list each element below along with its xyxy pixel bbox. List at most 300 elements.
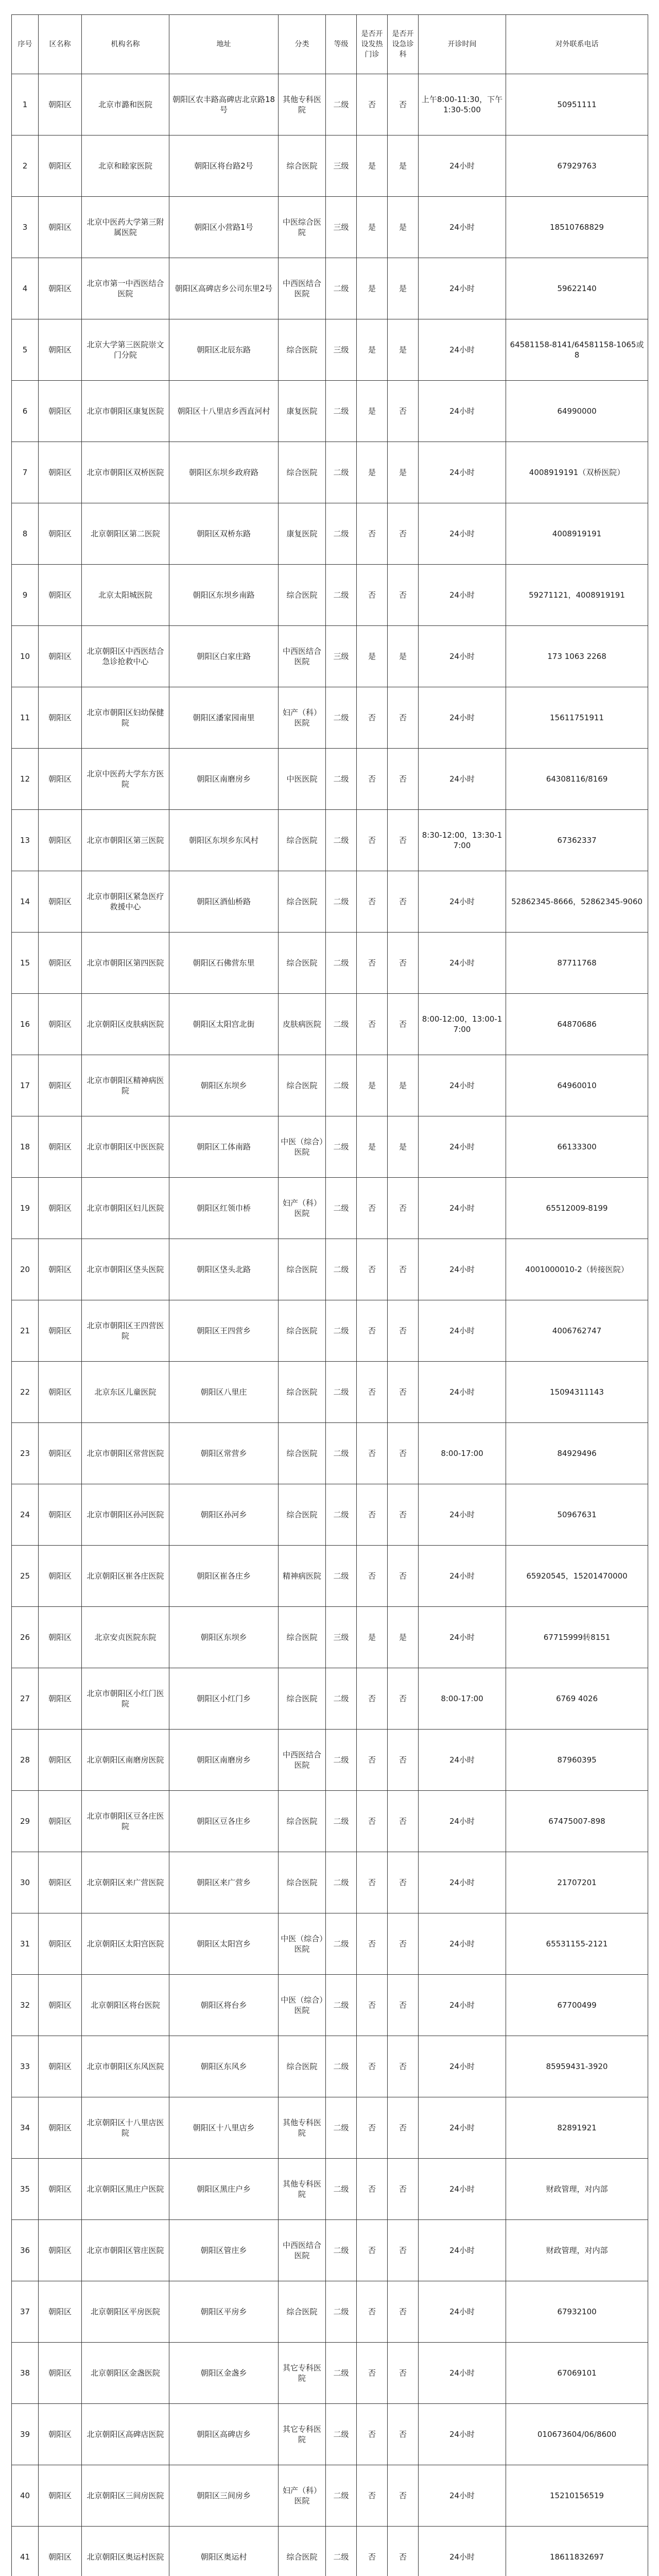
cell-address: 朝阳区崔各庄乡 xyxy=(169,1546,279,1607)
table-row xyxy=(12,1730,648,1791)
cell-category: 中医（综合）医院 xyxy=(279,1116,326,1178)
cell-level: 二级 xyxy=(326,1484,357,1546)
cell-level: 二级 xyxy=(326,2404,357,2465)
cell-fever-clinic: 是 xyxy=(357,1055,388,1116)
cell-fever-clinic: 否 xyxy=(357,994,388,1055)
cell-level: 二级 xyxy=(326,1975,357,2036)
cell-index: 22 xyxy=(12,1362,39,1423)
table-row xyxy=(12,687,648,749)
cell-emergency: 是 xyxy=(388,135,419,197)
cell-fever-clinic: 否 xyxy=(357,1300,388,1362)
cell-hours: 24小时 xyxy=(419,135,506,197)
cell-hours: 上午8:00-11:30，下午1:30-5:00 xyxy=(419,74,506,135)
cell-category: 精神病医院 xyxy=(279,1546,326,1607)
cell-institution: 北京朝阳区十八里店医院 xyxy=(82,2097,169,2159)
cell-address: 朝阳区将台乡 xyxy=(169,1975,279,2036)
cell-category: 其他专科医院 xyxy=(279,2159,326,2220)
cell-hours: 24小时 xyxy=(419,565,506,626)
cell-category: 综合医院 xyxy=(279,1484,326,1546)
header-category: 分类 xyxy=(279,15,326,74)
cell-district: 朝阳区 xyxy=(39,749,82,810)
cell-category: 康复医院 xyxy=(279,503,326,565)
cell-district: 朝阳区 xyxy=(39,2527,82,2576)
cell-phone: 66133300 xyxy=(506,1116,648,1178)
cell-district: 朝阳区 xyxy=(39,1484,82,1546)
cell-index: 5 xyxy=(12,319,39,381)
cell-fever-clinic: 否 xyxy=(357,871,388,933)
cell-institution: 北京市朝阳区妇儿医院 xyxy=(82,1178,169,1239)
cell-institution: 北京中医药大学第三附属医院 xyxy=(82,197,169,258)
cell-phone: 64870686 xyxy=(506,994,648,1055)
cell-emergency: 否 xyxy=(388,749,419,810)
cell-fever-clinic: 否 xyxy=(357,565,388,626)
cell-district: 朝阳区 xyxy=(39,994,82,1055)
cell-category: 中医医院 xyxy=(279,749,326,810)
cell-fever-clinic: 否 xyxy=(357,1178,388,1239)
table-row xyxy=(12,74,648,135)
cell-hours: 24小时 xyxy=(419,1116,506,1178)
cell-hours: 24小时 xyxy=(419,687,506,749)
cell-district: 朝阳区 xyxy=(39,2159,82,2220)
cell-address: 朝阳区东坝乡 xyxy=(169,1607,279,1668)
cell-hours: 24小时 xyxy=(419,2527,506,2576)
cell-institution: 北京朝阳区来广营医院 xyxy=(82,1852,169,1913)
cell-index: 20 xyxy=(12,1239,39,1300)
cell-phone: 6769 4026 xyxy=(506,1668,648,1730)
cell-hours: 24小时 xyxy=(419,381,506,442)
cell-hours: 24小时 xyxy=(419,2281,506,2343)
cell-level: 二级 xyxy=(326,1055,357,1116)
table-row xyxy=(12,994,648,1055)
cell-district: 朝阳区 xyxy=(39,1730,82,1791)
cell-index: 24 xyxy=(12,1484,39,1546)
cell-hours: 24小时 xyxy=(419,1239,506,1300)
cell-level: 二级 xyxy=(326,1791,357,1852)
cell-category: 综合医院 xyxy=(279,2281,326,2343)
hospital-table xyxy=(11,14,648,2576)
table-row xyxy=(12,1178,648,1239)
cell-institution: 北京市朝阳区小红门医院 xyxy=(82,1668,169,1730)
cell-address: 朝阳区农丰路高碑店北京路18号 xyxy=(169,74,279,135)
cell-emergency: 否 xyxy=(388,2404,419,2465)
cell-institution: 北京东区儿童医院 xyxy=(82,1362,169,1423)
header-address: 地址 xyxy=(169,15,279,74)
cell-index: 14 xyxy=(12,871,39,933)
cell-emergency: 否 xyxy=(388,1852,419,1913)
cell-index: 6 xyxy=(12,381,39,442)
cell-emergency: 否 xyxy=(388,1484,419,1546)
cell-address: 朝阳区东坝乡东风村 xyxy=(169,810,279,871)
cell-level: 二级 xyxy=(326,933,357,994)
cell-address: 朝阳区小红门乡 xyxy=(169,1668,279,1730)
table-row xyxy=(12,1852,648,1913)
cell-institution: 北京朝阳区黑庄户医院 xyxy=(82,2159,169,2220)
cell-fever-clinic: 否 xyxy=(357,1975,388,2036)
cell-phone: 50951111 xyxy=(506,74,648,135)
cell-address: 朝阳区东坝乡政府路 xyxy=(169,442,279,503)
cell-category: 综合医院 xyxy=(279,810,326,871)
cell-phone: 64990000 xyxy=(506,381,648,442)
cell-fever-clinic: 是 xyxy=(357,319,388,381)
cell-address: 朝阳区酒仙桥路 xyxy=(169,871,279,933)
cell-category: 中医综合医院 xyxy=(279,197,326,258)
cell-fever-clinic: 是 xyxy=(357,381,388,442)
cell-district: 朝阳区 xyxy=(39,2281,82,2343)
cell-district: 朝阳区 xyxy=(39,74,82,135)
cell-district: 朝阳区 xyxy=(39,1362,82,1423)
cell-category: 综合医院 xyxy=(279,1239,326,1300)
cell-index: 31 xyxy=(12,1913,39,1975)
cell-hours: 8:00-12:00，13:00-17:00 xyxy=(419,994,506,1055)
cell-index: 8 xyxy=(12,503,39,565)
cell-institution: 北京朝阳区三间房医院 xyxy=(82,2465,169,2527)
table-row xyxy=(12,1116,648,1178)
cell-district: 朝阳区 xyxy=(39,258,82,319)
cell-phone: 67069101 xyxy=(506,2343,648,2404)
cell-category: 综合医院 xyxy=(279,933,326,994)
cell-emergency: 否 xyxy=(388,2465,419,2527)
cell-index: 21 xyxy=(12,1300,39,1362)
table-row xyxy=(12,503,648,565)
cell-address: 朝阳区双桥东路 xyxy=(169,503,279,565)
cell-index: 30 xyxy=(12,1852,39,1913)
cell-hours: 24小时 xyxy=(419,2343,506,2404)
cell-district: 朝阳区 xyxy=(39,1116,82,1178)
cell-phone: 84929496 xyxy=(506,1423,648,1484)
cell-phone: 65531155-2121 xyxy=(506,1913,648,1975)
cell-index: 37 xyxy=(12,2281,39,2343)
cell-hours: 24小时 xyxy=(419,1362,506,1423)
cell-emergency: 否 xyxy=(388,381,419,442)
cell-institution: 北京市朝阳区精神病医院 xyxy=(82,1055,169,1116)
cell-phone: 87960395 xyxy=(506,1730,648,1791)
cell-district: 朝阳区 xyxy=(39,1852,82,1913)
cell-category: 其它专科医院 xyxy=(279,2404,326,2465)
cell-fever-clinic: 否 xyxy=(357,2465,388,2527)
cell-fever-clinic: 否 xyxy=(357,2281,388,2343)
cell-emergency: 否 xyxy=(388,1239,419,1300)
table-row xyxy=(12,1668,648,1730)
cell-level: 二级 xyxy=(326,2465,357,2527)
cell-fever-clinic: 否 xyxy=(357,2220,388,2281)
cell-phone: 64308116/8169 xyxy=(506,749,648,810)
cell-institution: 北京朝阳区第二医院 xyxy=(82,503,169,565)
cell-phone: 财政管理，对内部 xyxy=(506,2220,648,2281)
cell-fever-clinic: 否 xyxy=(357,74,388,135)
cell-institution: 北京市朝阳区东风医院 xyxy=(82,2036,169,2097)
cell-hours: 24小时 xyxy=(419,933,506,994)
cell-index: 39 xyxy=(12,2404,39,2465)
cell-category: 其他专科医院 xyxy=(279,2097,326,2159)
cell-phone: 4008919191（双桥医院） xyxy=(506,442,648,503)
cell-fever-clinic: 否 xyxy=(357,1423,388,1484)
cell-district: 朝阳区 xyxy=(39,810,82,871)
cell-index: 38 xyxy=(12,2343,39,2404)
table-row xyxy=(12,1546,648,1607)
cell-fever-clinic: 是 xyxy=(357,258,388,319)
cell-address: 朝阳区石佛营东里 xyxy=(169,933,279,994)
cell-phone: 4008919191 xyxy=(506,503,648,565)
cell-category: 综合医院 xyxy=(279,1362,326,1423)
cell-index: 36 xyxy=(12,2220,39,2281)
cell-address: 朝阳区十八里店乡西直河村 xyxy=(169,381,279,442)
cell-phone: 65920545，15201470000 xyxy=(506,1546,648,1607)
cell-address: 朝阳区东坝乡 xyxy=(169,1055,279,1116)
cell-emergency: 否 xyxy=(388,687,419,749)
cell-level: 二级 xyxy=(326,565,357,626)
cell-district: 朝阳区 xyxy=(39,1975,82,2036)
table-row xyxy=(12,319,648,381)
header-district: 区名称 xyxy=(39,15,82,74)
cell-address: 朝阳区管庄乡 xyxy=(169,2220,279,2281)
cell-phone: 21707201 xyxy=(506,1852,648,1913)
cell-hours: 24小时 xyxy=(419,197,506,258)
cell-hours: 24小时 xyxy=(419,2220,506,2281)
cell-address: 朝阳区高碑店乡公司东里2号 xyxy=(169,258,279,319)
cell-index: 32 xyxy=(12,1975,39,2036)
cell-index: 12 xyxy=(12,749,39,810)
cell-district: 朝阳区 xyxy=(39,2404,82,2465)
cell-district: 朝阳区 xyxy=(39,1055,82,1116)
cell-institution: 北京朝阳区太阳宫医院 xyxy=(82,1913,169,1975)
header-fever-clinic: 是否开设发热门诊 xyxy=(357,15,388,74)
cell-hours: 24小时 xyxy=(419,2097,506,2159)
cell-category: 妇产（科）医院 xyxy=(279,2465,326,2527)
cell-emergency: 是 xyxy=(388,197,419,258)
cell-index: 40 xyxy=(12,2465,39,2527)
cell-emergency: 否 xyxy=(388,1362,419,1423)
cell-emergency: 是 xyxy=(388,1607,419,1668)
cell-address: 朝阳区工体南路 xyxy=(169,1116,279,1178)
cell-category: 其它专科医院 xyxy=(279,2343,326,2404)
cell-fever-clinic: 否 xyxy=(357,2404,388,2465)
cell-address: 朝阳区十八里店乡 xyxy=(169,2097,279,2159)
cell-institution: 北京朝阳区平房医院 xyxy=(82,2281,169,2343)
cell-fever-clinic: 否 xyxy=(357,1668,388,1730)
cell-institution: 北京市朝阳区管庄医院 xyxy=(82,2220,169,2281)
cell-fever-clinic: 是 xyxy=(357,442,388,503)
cell-category: 中医（综合）医院 xyxy=(279,1975,326,2036)
cell-category: 综合医院 xyxy=(279,319,326,381)
cell-phone: 52862345-8666，52862345-9060 xyxy=(506,871,648,933)
cell-fever-clinic: 否 xyxy=(357,1791,388,1852)
cell-institution: 北京朝阳区将台医院 xyxy=(82,1975,169,2036)
table-row xyxy=(12,381,648,442)
cell-phone: 4001000010-2（转接医院） xyxy=(506,1239,648,1300)
table-row xyxy=(12,1913,648,1975)
cell-address: 朝阳区南磨房乡 xyxy=(169,749,279,810)
cell-emergency: 否 xyxy=(388,503,419,565)
cell-level: 二级 xyxy=(326,994,357,1055)
cell-emergency: 否 xyxy=(388,2036,419,2097)
cell-address: 朝阳区白家庄路 xyxy=(169,626,279,687)
cell-emergency: 否 xyxy=(388,2220,419,2281)
cell-fever-clinic: 否 xyxy=(357,687,388,749)
cell-phone: 82891921 xyxy=(506,2097,648,2159)
cell-address: 朝阳区太阳宫北街 xyxy=(169,994,279,1055)
cell-hours: 24小时 xyxy=(419,626,506,687)
cell-fever-clinic: 否 xyxy=(357,810,388,871)
cell-fever-clinic: 否 xyxy=(357,933,388,994)
header-phone: 对外联系电话 xyxy=(506,15,648,74)
cell-index: 3 xyxy=(12,197,39,258)
cell-hours: 24小时 xyxy=(419,749,506,810)
cell-level: 二级 xyxy=(326,503,357,565)
table-row xyxy=(12,1055,648,1116)
cell-level: 二级 xyxy=(326,1546,357,1607)
cell-institution: 北京朝阳区奥运村医院 xyxy=(82,2527,169,2576)
cell-phone: 87711768 xyxy=(506,933,648,994)
cell-phone: 59622140 xyxy=(506,258,648,319)
table-row xyxy=(12,1791,648,1852)
cell-hours: 24小时 xyxy=(419,1975,506,2036)
cell-level: 二级 xyxy=(326,2097,357,2159)
cell-institution: 北京市朝阳区中医医院 xyxy=(82,1116,169,1178)
cell-district: 朝阳区 xyxy=(39,442,82,503)
table-row xyxy=(12,749,648,810)
cell-district: 朝阳区 xyxy=(39,1913,82,1975)
cell-district: 朝阳区 xyxy=(39,2097,82,2159)
cell-emergency: 是 xyxy=(388,258,419,319)
cell-hours: 24小时 xyxy=(419,319,506,381)
cell-district: 朝阳区 xyxy=(39,2465,82,2527)
cell-index: 18 xyxy=(12,1116,39,1178)
cell-fever-clinic: 否 xyxy=(357,1362,388,1423)
cell-address: 朝阳区孙河乡 xyxy=(169,1484,279,1546)
cell-fever-clinic: 否 xyxy=(357,1852,388,1913)
cell-emergency: 否 xyxy=(388,871,419,933)
cell-hours: 8:00-17:00 xyxy=(419,1423,506,1484)
cell-index: 11 xyxy=(12,687,39,749)
cell-level: 二级 xyxy=(326,687,357,749)
cell-phone: 010673604/06/8600 xyxy=(506,2404,648,2465)
cell-phone: 65512009-8199 xyxy=(506,1178,648,1239)
cell-district: 朝阳区 xyxy=(39,2036,82,2097)
cell-fever-clinic: 否 xyxy=(357,503,388,565)
cell-index: 1 xyxy=(12,74,39,135)
cell-institution: 北京大学第三医院崇文门分院 xyxy=(82,319,169,381)
cell-institution: 北京市朝阳区豆各庄医院 xyxy=(82,1791,169,1852)
cell-emergency: 否 xyxy=(388,2097,419,2159)
cell-district: 朝阳区 xyxy=(39,503,82,565)
cell-hours: 24小时 xyxy=(419,2036,506,2097)
cell-district: 朝阳区 xyxy=(39,1668,82,1730)
cell-fever-clinic: 是 xyxy=(357,1116,388,1178)
cell-level: 二级 xyxy=(326,2343,357,2404)
cell-hours: 24小时 xyxy=(419,2159,506,2220)
cell-district: 朝阳区 xyxy=(39,1178,82,1239)
cell-emergency: 否 xyxy=(388,1423,419,1484)
cell-hours: 24小时 xyxy=(419,258,506,319)
cell-institution: 北京朝阳区高碑店医院 xyxy=(82,2404,169,2465)
cell-index: 2 xyxy=(12,135,39,197)
cell-level: 二级 xyxy=(326,1730,357,1791)
cell-fever-clinic: 否 xyxy=(357,2343,388,2404)
cell-phone: 85959431-3920 xyxy=(506,2036,648,2097)
cell-institution: 北京市第一中西医结合医院 xyxy=(82,258,169,319)
cell-index: 35 xyxy=(12,2159,39,2220)
cell-level: 二级 xyxy=(326,749,357,810)
cell-emergency: 否 xyxy=(388,2527,419,2576)
cell-institution: 北京中医药大学东方医院 xyxy=(82,749,169,810)
cell-institution: 北京朝阳区中西医结合急诊抢救中心 xyxy=(82,626,169,687)
table-row xyxy=(12,810,648,871)
cell-index: 25 xyxy=(12,1546,39,1607)
cell-emergency: 否 xyxy=(388,1975,419,2036)
cell-institution: 北京市朝阳区妇幼保健院 xyxy=(82,687,169,749)
cell-fever-clinic: 否 xyxy=(357,1239,388,1300)
cell-index: 33 xyxy=(12,2036,39,2097)
cell-level: 三级 xyxy=(326,626,357,687)
cell-fever-clinic: 否 xyxy=(357,2097,388,2159)
cell-category: 中医（综合）医院 xyxy=(279,1913,326,1975)
cell-address: 朝阳区红领巾桥 xyxy=(169,1178,279,1239)
cell-hours: 24小时 xyxy=(419,1913,506,1975)
table-row xyxy=(12,2527,648,2576)
table-row xyxy=(12,197,648,258)
cell-phone: 67362337 xyxy=(506,810,648,871)
cell-index: 16 xyxy=(12,994,39,1055)
cell-address: 朝阳区南磨房乡 xyxy=(169,1730,279,1791)
cell-address: 朝阳区平房乡 xyxy=(169,2281,279,2343)
cell-hours: 24小时 xyxy=(419,1852,506,1913)
cell-institution: 北京市潞和医院 xyxy=(82,74,169,135)
cell-phone: 15094311143 xyxy=(506,1362,648,1423)
table-row xyxy=(12,1484,648,1546)
cell-hours: 24小时 xyxy=(419,1607,506,1668)
cell-category: 综合医院 xyxy=(279,1607,326,1668)
cell-level: 二级 xyxy=(326,381,357,442)
cell-level: 三级 xyxy=(326,197,357,258)
cell-district: 朝阳区 xyxy=(39,2343,82,2404)
cell-phone: 15210156519 xyxy=(506,2465,648,2527)
cell-institution: 北京市朝阳区第三医院 xyxy=(82,810,169,871)
cell-level: 二级 xyxy=(326,1852,357,1913)
cell-address: 朝阳区豆各庄乡 xyxy=(169,1791,279,1852)
cell-emergency: 否 xyxy=(388,810,419,871)
table-row xyxy=(12,1239,648,1300)
cell-address: 朝阳区将台路2号 xyxy=(169,135,279,197)
cell-phone: 67932100 xyxy=(506,2281,648,2343)
cell-emergency: 否 xyxy=(388,2159,419,2220)
cell-level: 二级 xyxy=(326,2036,357,2097)
cell-hours: 24小时 xyxy=(419,442,506,503)
cell-category: 综合医院 xyxy=(279,565,326,626)
cell-emergency: 是 xyxy=(388,442,419,503)
cell-hours: 24小时 xyxy=(419,1791,506,1852)
table-row xyxy=(12,2220,648,2281)
cell-institution: 北京朝阳区崔各庄医院 xyxy=(82,1546,169,1607)
cell-address: 朝阳区奥运村 xyxy=(169,2527,279,2576)
cell-hours: 24小时 xyxy=(419,2404,506,2465)
cell-emergency: 否 xyxy=(388,1178,419,1239)
cell-index: 27 xyxy=(12,1668,39,1730)
cell-district: 朝阳区 xyxy=(39,2220,82,2281)
cell-address: 朝阳区高碑店乡 xyxy=(169,2404,279,2465)
cell-institution: 北京太阳城医院 xyxy=(82,565,169,626)
cell-category: 中西医结合医院 xyxy=(279,1730,326,1791)
cell-emergency: 否 xyxy=(388,1546,419,1607)
cell-emergency: 否 xyxy=(388,994,419,1055)
cell-district: 朝阳区 xyxy=(39,1607,82,1668)
header-index: 序号 xyxy=(12,15,39,74)
cell-fever-clinic: 否 xyxy=(357,2159,388,2220)
table-row xyxy=(12,442,648,503)
cell-phone: 67715999转8151 xyxy=(506,1607,648,1668)
cell-level: 二级 xyxy=(326,1423,357,1484)
cell-phone: 64960010 xyxy=(506,1055,648,1116)
cell-hours: 24小时 xyxy=(419,503,506,565)
